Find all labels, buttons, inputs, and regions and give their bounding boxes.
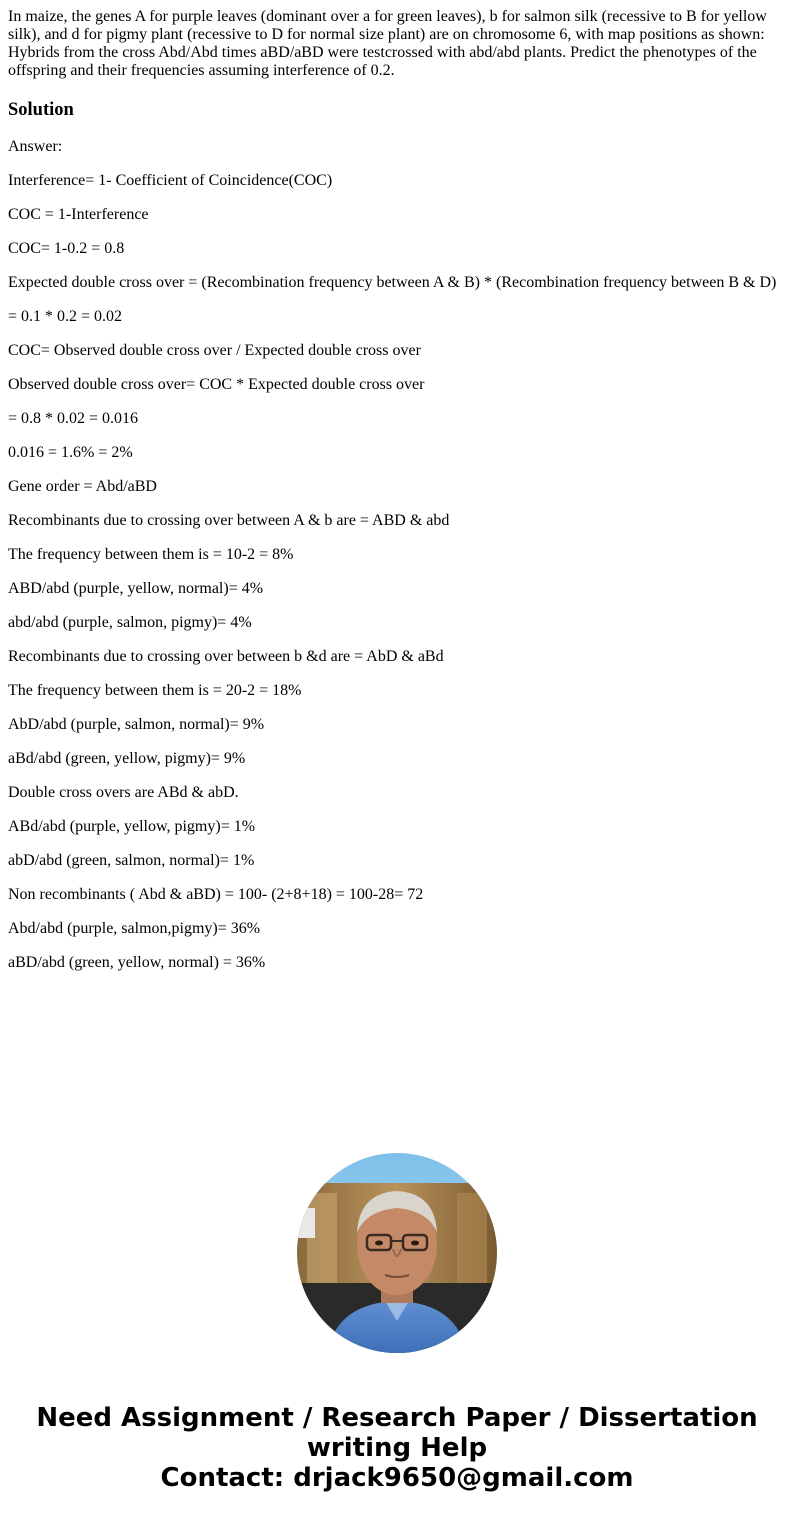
solution-line: The frequency between them is = 20-2 = 18% [8,682,302,699]
author-photo [297,1153,497,1353]
solution-line: aBd/abd (green, yellow, pigmy)= 9% [8,750,246,767]
solution-line: Non recombinants ( Abd & aBD) = 100- (2+8+18) = 100-28= 72 [8,886,424,903]
author-avatar [297,1153,497,1353]
solution-line: COC = 1-Interference [8,206,149,223]
footer-contact-line: Contact: drjack9650@gmail.com [160,1463,634,1493]
document-content [8,8,788,971]
solution-line: 0.016 = 1.6% = 2% [8,444,133,461]
footer-line-1: Need Assignment / Research Paper / Dissertation [36,1403,758,1433]
solution-line: The frequency between them is = 10-2 = 8% [8,546,294,563]
contact-footer [0,1403,794,1493]
solution-line: aBD/abd (green, yellow, normal) = 36% [8,954,266,971]
solution-line: COC= 1-0.2 = 0.8 [8,240,125,257]
solution-line: Expected double cross over = (Recombination frequency between A & B) * (Recombination frequency between B & D) [8,274,777,291]
solution-line: Recombinants due to crossing over between A & b are = ABD & abd [8,512,450,529]
solution-heading: Solution [8,100,74,120]
solution-line: Recombinants due to crossing over between b &d are = AbD & aBd [8,648,444,665]
solution-line: Answer: [8,138,63,155]
footer-line-2: writing Help [306,1433,488,1463]
solution-lines [8,138,794,988]
solution-line: = 0.1 * 0.2 = 0.02 [8,308,123,325]
solution-line: abD/abd (green, salmon, normal)= 1% [8,852,255,869]
solution-line: ABD/abd (purple, yellow, normal)= 4% [8,580,264,597]
solution-line: Observed double cross over= COC * Expected double cross over [8,376,425,393]
solution-line: Gene order = Abd/aBD [8,478,157,495]
solution-line: ABd/abd (purple, yellow, pigmy)= 1% [8,818,256,835]
solution-line: abd/abd (purple, salmon, pigmy)= 4% [8,614,252,631]
solution-line: Double cross overs are ABd & abD. [8,784,239,801]
solution-line: Abd/abd (purple, salmon,pigmy)= 36% [8,920,261,937]
solution-line: COC= Observed double cross over / Expected double cross over [8,342,421,359]
solution-line: = 0.8 * 0.02 = 0.016 [8,410,139,427]
solution-line: Interference= 1- Coefficient of Coincidence(COC) [8,172,333,189]
question-text: In maize, the genes A for purple leaves (dominant over a for green leaves), b for salmon silk (recessive to B for yellow silk), and d for pigmy plant (recessive to D for normal size plant) are on chromosome 6, with map positions as shown: Hybrids from the cross Abd/Abd times aBD/aBD were testcrossed with abd/abd plants. Predict the phenotypes of the offspring and their frequencies assuming interference of 0.2. [8,8,767,79]
solution-line: AbD/abd (purple, salmon, normal)= 9% [8,716,265,733]
